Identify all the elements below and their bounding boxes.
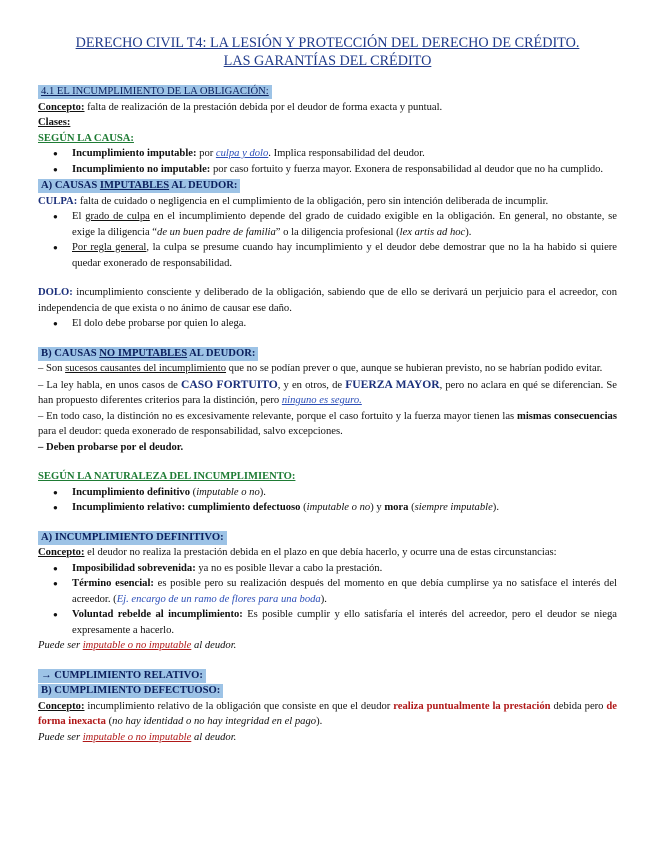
section-heading-causas-imputables: A) CAUSAS IMPUTABLES AL DEUDOR:: [38, 179, 240, 193]
naturaleza-list: [38, 485, 617, 516]
segun-naturaleza-heading: SEGÚN LA NATURALEZA DEL INCUMPLIMIENTO:: [38, 471, 296, 482]
list-item: ● Incumplimiento imputable: por culpa y dolo. Implica responsabilidad del deudor.: [72, 146, 617, 162]
section-heading-causas-no-imputables: B) CAUSAS NO IMPUTABLES AL DEUDOR:: [38, 347, 258, 361]
definitivo-list: [38, 561, 617, 639]
list-item: ● Incumplimiento no imputable: por caso fortuito y fuerza mayor. Exonera de responsabilidad al deudor que no ha cumplido.: [72, 162, 617, 178]
title-line-2: LAS GARANTÍAS DEL CRÉDITO: [223, 53, 432, 69]
list-item: ● Por regla general, la culpa se presume cuando hay incumplimiento y el deudor debe demostrar que no la ha habido si quiere quedar exonerado de responsabilidad.: [72, 240, 617, 271]
clases-label: Clases:: [38, 117, 71, 128]
paragraph: – La ley habla, en unos casos de CASO FORTUITO, y en otros, de FUERZA MAYOR, pero no aclara en qué se diferencian. Se han propuesto diferentes criterios para la distinción, pero ninguno es seguro.: [38, 377, 617, 406]
paragraph: Concepto: el deudor no realiza la prestación debida en el plazo en que debía hacerlo, y ocurre una de estas circunstancias:: [38, 547, 557, 558]
paragraph: – Son sucesos causantes del incumplimiento que no se podían prever o que, aunque se hubieran previsto, no se habrían podido evitar.: [38, 363, 603, 374]
list-item: ● Voluntad rebelde al incumplimiento: Es posible cumplir y ello satisfaría el interés del acreedor, pero el deudor se niega expresamente a hacerlo.: [72, 607, 617, 638]
list-item: ● Incumplimiento relativo: cumplimiento defectuoso (imputable o no) y mora (siempre imputable).: [72, 500, 617, 516]
paragraph: – En todo caso, la distinción no es excesivamente relevante, porque el caso fortuito y la fuerza mayor tienen las mismas consecuencias para el deudor: queda exonerado de responsabilidad, salvo excepciones.: [38, 410, 617, 437]
title-line-1: DERECHO CIVIL T4: LA LESIÓN Y PROTECCIÓN DEL DERECHO DE CRÉDITO.: [75, 35, 580, 51]
causa-list: [38, 146, 617, 177]
list-item: ● Imposibilidad sobrevenida: ya no es posible llevar a cabo la prestación.: [72, 561, 617, 577]
segun-causa-heading: SEGÚN LA CAUSA:: [38, 132, 134, 144]
section-heading-cumplimiento-defectuoso: B) CUMPLIMIENTO DEFECTUOSO:: [38, 684, 223, 698]
section-heading-cumplimiento-relativo: → CUMPLIMIENTO RELATIVO:: [38, 669, 206, 683]
culpa-dolo-link[interactable]: culpa y dolo: [215, 148, 269, 159]
culpa-paragraph: CULPA: falta de cuidado o negligencia en el cumplimiento de la obligación, pero sin intención deliberada de incumplir.: [38, 195, 549, 207]
paragraph: Concepto: incumplimiento relativo de la obligación que consiste en que el deudor realiza puntualmente la prestación debida pero de forma inexacta (no hay identidad o no hay integridad en el pago).: [38, 700, 617, 727]
paragraph: Puede ser imputable o no imputable al deudor.: [38, 640, 237, 651]
paragraph: – Deben probarse por el deudor.: [38, 441, 184, 453]
list-item: ● El grado de culpa en el incumplimiento depende del grado de cuidado exigible en la obligación. En general, no obstante, se exige la diligencia “de un buen padre de familia” o la diligencia profesional (lex artis ad hoc).: [72, 209, 617, 240]
document-title: [38, 34, 617, 70]
list-item: ● El dolo debe probarse por quien lo alega.: [72, 316, 617, 332]
dolo-list: [38, 316, 617, 332]
dolo-paragraph: DOLO: incumplimiento consciente y deliberado de la obligación, sabiendo que de ello se derivará un perjuicio para el acreedor, con independencia de que exista o no ánimo de causar ese daño.: [38, 287, 617, 314]
imputable-link[interactable]: imputable o no imputable: [82, 640, 192, 651]
section-heading-incumplimiento-definitivo: A) INCUMPLIMIENTO DEFINITIVO:: [38, 531, 227, 545]
paragraph: Puede ser imputable o no imputable al deudor.: [38, 731, 237, 743]
culpa-list: [38, 209, 617, 271]
ninguno-es-seguro-link[interactable]: ninguno es seguro.: [281, 395, 362, 406]
list-item: ● Incumplimiento definitivo (imputable o no).: [72, 485, 617, 501]
list-item: ● Término esencial: es posible pero su realización después del momento en que debía cumplirse ya no satisface el interés del acreedor. (Ej. encargo de un ramo de flores para una boda).: [72, 576, 617, 607]
imputable-link[interactable]: imputable o no imputable: [82, 731, 192, 743]
concepto-paragraph: Concepto: falta de realización de la prestación debida por el deudor de forma exacta y puntual.: [38, 101, 443, 113]
section-heading-4-1: 4.1 EL INCUMPLIMIENTO DE LA OBLIGACIÓN:: [38, 85, 272, 99]
